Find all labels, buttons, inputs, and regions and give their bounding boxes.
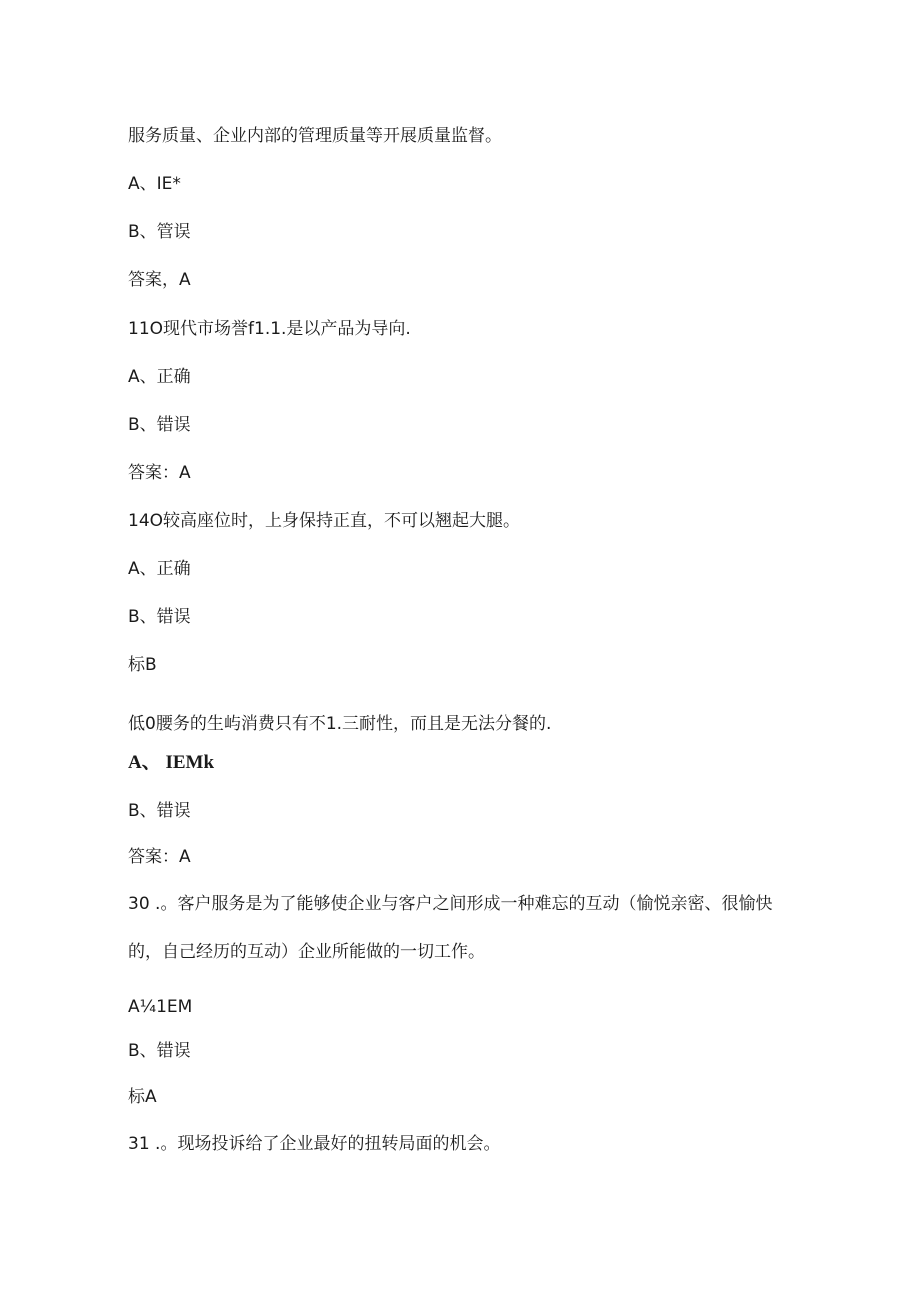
question-14-text: 14O较高座位时，上身保持正直，不可以翘起大腿。 [128,511,521,531]
option-b: B、错误 [128,1041,191,1061]
question-31-text: 31 .。现场投诉给了企业最好的扭转局面的机会。 [128,1134,501,1154]
question-11-text: 11O现代市场誉f1.1.是以产品为导向. [128,319,411,339]
answer-line: 答案：A [128,847,191,867]
option-b: B、错误 [128,415,191,435]
option-b: B、错误 [128,607,191,627]
answer-line: 标B [128,655,157,675]
option-a: A、正确 [128,559,191,579]
option-b: B、错误 [128,801,191,821]
answer-line: 答案：A [128,463,191,483]
option-a: A、正确 [128,367,191,387]
option-a: A¼1EM [128,997,193,1017]
answer-line: 答案，A [128,270,191,290]
question-continuation-text: 服务质量、企业内部的管理质量等开展质量监督。 [128,126,502,146]
question-30-text-continued: 的，自己经历的互动）企业所能做的一切工作。 [128,942,485,962]
question-30-text: 30 .。客户服务是为了能够使企业与客户之间形成一种难忘的互动（愉悦亲密、很愉快 [128,894,773,914]
answer-line: 标A [128,1087,157,1107]
question-text: 低0腰务的生屿消费只有不1.三耐性，而且是无法分餐的. [128,714,552,734]
option-a: A、 IEMk [128,752,215,773]
option-b: B、管误 [128,222,191,242]
option-a: A、IE* [128,174,181,194]
